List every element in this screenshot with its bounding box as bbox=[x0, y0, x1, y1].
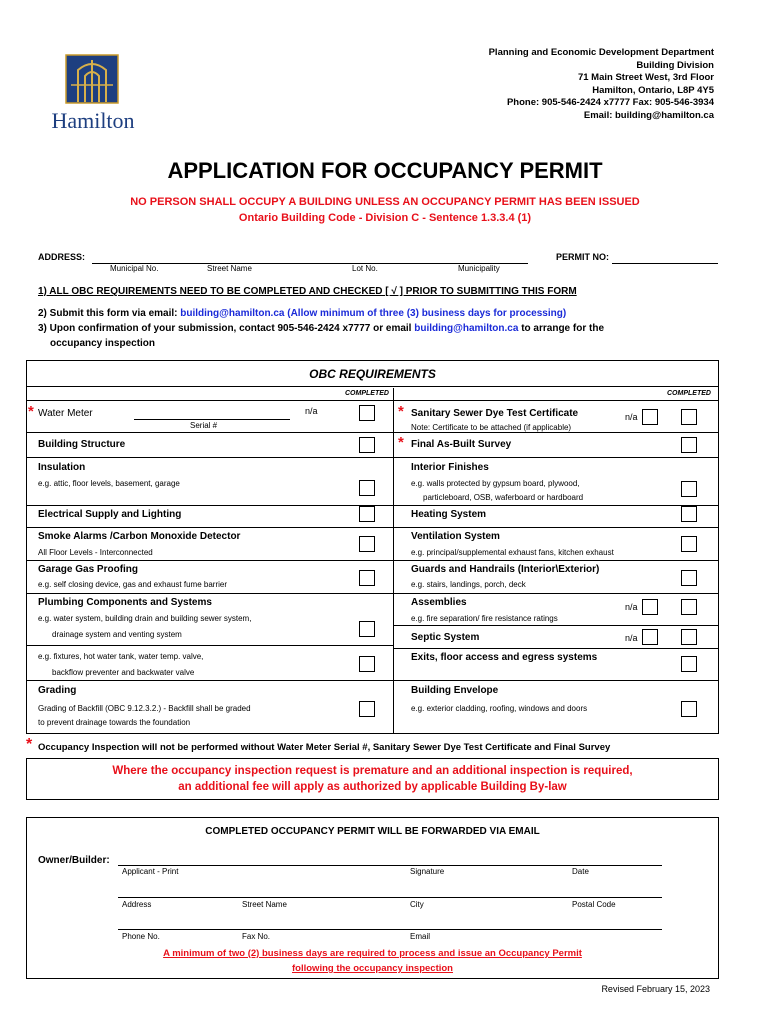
water-meter-na: n/a bbox=[305, 406, 318, 416]
row-rule bbox=[393, 625, 719, 626]
interior-example-2: particleboard, OSB, waferboard or hardboard bbox=[423, 493, 584, 502]
assemblies-label: Assemblies bbox=[411, 597, 467, 608]
garage-gas-checkbox[interactable] bbox=[359, 570, 375, 586]
signature-label: Signature bbox=[410, 867, 445, 876]
final-survey-checkbox[interactable] bbox=[681, 437, 697, 453]
grading-label: Grading bbox=[38, 685, 77, 696]
owner-builder-label: Owner/Builder: bbox=[38, 855, 110, 866]
plumbing-example-1: e.g. water system, building drain and building sewer system, bbox=[38, 614, 252, 623]
row-rule bbox=[26, 560, 393, 561]
dept-line: Hamilton, Ontario, L8P 4Y5 bbox=[592, 84, 714, 96]
sanitary-na-checkbox[interactable] bbox=[642, 409, 658, 425]
assemblies-na-checkbox[interactable] bbox=[642, 599, 658, 615]
dept-line: Phone: 905-546-2424 x7777 Fax: 905-546-3934 bbox=[506, 97, 714, 108]
logo-wordmark: Hamilton bbox=[51, 108, 135, 133]
applicant-field-line[interactable] bbox=[118, 865, 662, 866]
warning-line-1: NO PERSON SHALL OCCUPY A BUILDING UNLESS AN OCCUPANCY PERMIT HAS BEEN ISSUED bbox=[130, 196, 640, 208]
obc-heading: OBC REQUIREMENTS bbox=[309, 367, 436, 381]
plumbing-example-1b: drainage system and venting system bbox=[52, 630, 182, 639]
serial-label: Serial # bbox=[190, 421, 218, 430]
address-line-field[interactable] bbox=[118, 897, 662, 898]
applicant-print-label: Applicant - Print bbox=[122, 867, 179, 876]
interior-example-1: e.g. walls protected by gypsum board, plywood, bbox=[411, 479, 580, 488]
address-sub-lot: Lot No. bbox=[352, 264, 378, 273]
step-2-note: (Allow minimum of three (3) business days for processing) bbox=[284, 308, 567, 319]
row-rule bbox=[26, 645, 393, 646]
septic-na: n/a bbox=[625, 633, 638, 643]
garage-gas-label: Garage Gas Proofing bbox=[38, 564, 139, 575]
smoke-alarms-checkbox[interactable] bbox=[359, 536, 375, 552]
guards-checkbox[interactable] bbox=[681, 570, 697, 586]
smoke-alarms-example: All Floor Levels - Interconnected bbox=[38, 548, 153, 557]
permit-no-field-line[interactable] bbox=[612, 263, 718, 264]
row-rule bbox=[393, 527, 719, 528]
contact-line-field[interactable] bbox=[118, 929, 662, 930]
page-title: APPLICATION FOR OCCUPANCY PERMIT bbox=[167, 158, 603, 183]
owner-street-label: Street Name bbox=[242, 900, 287, 909]
exits-checkbox[interactable] bbox=[681, 656, 697, 672]
row-rule bbox=[393, 505, 719, 506]
address-sub-street: Street Name bbox=[207, 264, 252, 273]
fee-notice-line-2: an additional fee will apply as authorized by applicable Building By-law bbox=[178, 781, 567, 793]
instruction-step-3-cont: occupancy inspection bbox=[50, 338, 156, 349]
grading-example-1: Grading of Backfill (OBC 9.12.3.2.) - Backfill shall be graded bbox=[38, 704, 251, 713]
water-meter-label: Water Meter bbox=[38, 408, 93, 419]
row-rule bbox=[393, 593, 719, 594]
dept-line: Email: building@hamilton.ca bbox=[583, 109, 714, 121]
row-rule bbox=[393, 680, 719, 681]
row-rule bbox=[26, 457, 393, 458]
department-address bbox=[354, 47, 714, 122]
processing-notice-line-2: following the occupancy inspection bbox=[292, 963, 453, 974]
building-structure-label: Building Structure bbox=[38, 439, 126, 450]
envelope-example: e.g. exterior cladding, roofing, windows and doors bbox=[411, 704, 588, 713]
owner-phone-label: Phone No. bbox=[122, 932, 160, 941]
row-rule bbox=[393, 432, 719, 433]
heating-label: Heating System bbox=[411, 509, 487, 520]
ventilation-checkbox[interactable] bbox=[681, 536, 697, 552]
city-logo bbox=[38, 50, 148, 138]
step-3-text: 3) Upon confirmation of your submission, contact 905-546-2424 x7777 or email bbox=[38, 323, 415, 334]
instruction-step-2 bbox=[38, 308, 566, 319]
permit-no-label: PERMIT NO: bbox=[556, 252, 609, 262]
instruction-step-1: 1) ALL OBC REQUIREMENTS NEED TO BE COMPLETED AND CHECKED [ √ ] PRIOR TO SUBMITTING THIS FORM bbox=[38, 286, 577, 297]
required-star: * bbox=[26, 736, 33, 753]
row-rule bbox=[26, 527, 393, 528]
row-rule bbox=[393, 560, 719, 561]
sanitary-sewer-note: Note: Certificate to be attached (if applicable) bbox=[411, 423, 572, 432]
guards-example: e.g. stairs, landings, porch, deck bbox=[411, 580, 526, 589]
sanitary-na: n/a bbox=[625, 412, 638, 422]
exits-label: Exits, floor access and egress systems bbox=[411, 652, 598, 663]
completed-label-left: COMPLETED bbox=[345, 390, 389, 397]
septic-na-checkbox[interactable] bbox=[642, 629, 658, 645]
row-rule bbox=[26, 680, 393, 681]
insulation-checkbox[interactable] bbox=[359, 480, 375, 496]
plumbing-example-2b: backflow preventer and backwater valve bbox=[52, 668, 195, 677]
insulation-example: e.g. attic, floor levels, basement, garage bbox=[38, 479, 180, 488]
row-rule bbox=[26, 505, 393, 506]
garage-gas-example: e.g. self closing device, gas and exhaust fume barrier bbox=[38, 580, 227, 589]
step-2-text: 2) Submit this form via email: bbox=[38, 308, 181, 319]
grading-checkbox[interactable] bbox=[359, 701, 375, 717]
owner-postal-label: Postal Code bbox=[572, 900, 616, 909]
building-structure-checkbox[interactable] bbox=[359, 437, 375, 453]
assemblies-checkbox[interactable] bbox=[681, 599, 697, 615]
address-label: ADDRESS: bbox=[38, 252, 86, 262]
row-rule bbox=[26, 386, 719, 387]
heating-checkbox[interactable] bbox=[681, 506, 697, 522]
fee-notice-line-1: Where the occupancy inspection request is premature and an additional inspection is required, bbox=[112, 765, 633, 777]
final-survey-label: Final As-Built Survey bbox=[411, 439, 512, 450]
ventilation-label: Ventilation System bbox=[411, 531, 500, 542]
date-label: Date bbox=[572, 867, 589, 876]
insulation-label: Insulation bbox=[38, 462, 86, 473]
electrical-label: Electrical Supply and Lighting bbox=[38, 509, 182, 520]
revised-date: Revised February 15, 2023 bbox=[601, 984, 710, 994]
electrical-checkbox[interactable] bbox=[359, 506, 375, 522]
completed-label-right: COMPLETED bbox=[667, 390, 711, 397]
assemblies-na: n/a bbox=[625, 602, 638, 612]
assemblies-example: e.g. fire separation/ fire resistance ratings bbox=[411, 614, 558, 623]
plumbing-checkbox-1[interactable] bbox=[359, 621, 375, 637]
plumbing-example-2: e.g. fixtures, hot water tank, water temp. valve, bbox=[38, 652, 204, 661]
row-rule bbox=[26, 432, 393, 433]
septic-label: Septic System bbox=[411, 632, 480, 643]
owner-address-label: Address bbox=[122, 900, 152, 909]
footnote-text: Occupancy Inspection will not be performed without Water Meter Serial #, Sanitary Sewer Dye Test Certificate and Final Survey bbox=[38, 742, 611, 753]
interior-finishes-checkbox[interactable] bbox=[681, 481, 697, 497]
required-star: * bbox=[28, 403, 34, 420]
dept-line: 71 Main Street West, 3rd Floor bbox=[577, 72, 714, 83]
sanitary-sewer-checkbox[interactable] bbox=[681, 409, 697, 425]
dept-line: Planning and Economic Development Department bbox=[488, 47, 714, 58]
smoke-alarms-label: Smoke Alarms /Carbon Monoxide Detector bbox=[38, 531, 241, 542]
row-rule bbox=[26, 593, 393, 594]
warning-line-2: Ontario Building Code - Division C - Sentence 1.3.3.4 (1) bbox=[238, 212, 532, 224]
row-rule bbox=[393, 457, 719, 458]
submit-email-link[interactable]: building@hamilton.ca bbox=[180, 308, 285, 319]
envelope-label: Building Envelope bbox=[411, 685, 499, 696]
ventilation-example: e.g. principal/supplemental exhaust fans, kitchen exhaust bbox=[411, 548, 614, 557]
plumbing-label: Plumbing Components and Systems bbox=[38, 597, 212, 608]
serial-field-line[interactable] bbox=[134, 419, 290, 420]
owner-email-label: Email bbox=[410, 932, 431, 941]
owner-box-heading: COMPLETED OCCUPANCY PERMIT WILL BE FORWARDED VIA EMAIL bbox=[205, 826, 540, 837]
address-sub-municipality: Municipality bbox=[458, 264, 500, 273]
plumbing-checkbox-2[interactable] bbox=[359, 656, 375, 672]
owner-fax-label: Fax No. bbox=[242, 932, 271, 941]
interior-finishes-label: Interior Finishes bbox=[411, 462, 489, 473]
instruction-step-3 bbox=[38, 323, 604, 334]
sanitary-sewer-label: Sanitary Sewer Dye Test Certificate bbox=[411, 408, 579, 419]
guards-label: Guards and Handrails (Interior\Exterior) bbox=[411, 564, 600, 575]
grading-example-2: to prevent drainage towards the foundation bbox=[38, 718, 191, 727]
owner-city-label: City bbox=[410, 900, 424, 909]
processing-notice-line-1: A minimum of two (2) business days are required to process and issue an Occupancy Permit bbox=[163, 948, 582, 959]
contact-email-link[interactable]: building@hamilton.ca bbox=[414, 323, 519, 334]
required-star: * bbox=[398, 434, 404, 451]
dept-line: Building Division bbox=[636, 59, 714, 71]
table-center-divider bbox=[393, 388, 394, 734]
address-sub-municipal: Municipal No. bbox=[110, 264, 159, 273]
step-3-post: to arrange for the bbox=[518, 323, 605, 334]
required-star: * bbox=[398, 403, 404, 420]
water-meter-checkbox[interactable] bbox=[359, 405, 375, 421]
envelope-checkbox[interactable] bbox=[681, 701, 697, 717]
row-rule bbox=[26, 400, 719, 401]
septic-checkbox[interactable] bbox=[681, 629, 697, 645]
row-rule bbox=[393, 648, 719, 649]
